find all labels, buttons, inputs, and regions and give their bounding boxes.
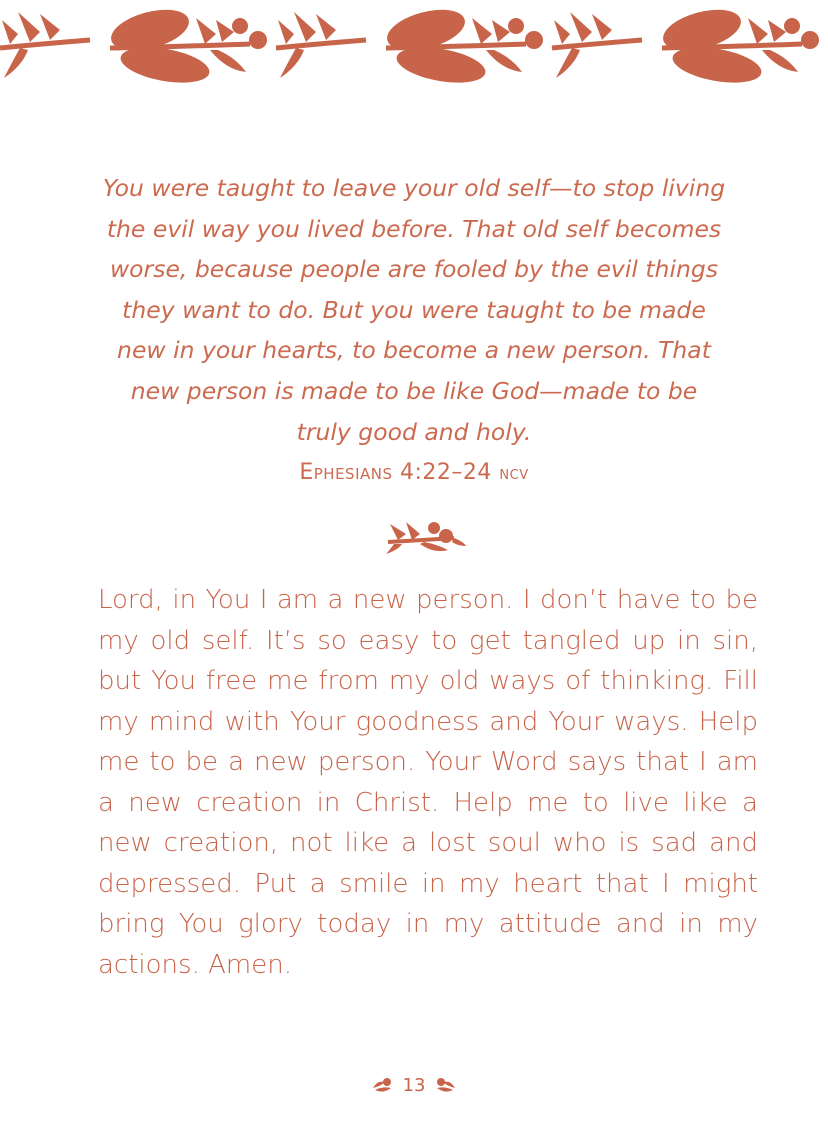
page-number: 13 <box>402 1074 426 1096</box>
scripture-reference <box>100 458 728 489</box>
leaf-sprig-icon <box>384 516 468 556</box>
reference-version: ncv <box>499 463 529 484</box>
right-leaf-ornament-icon <box>435 1076 457 1094</box>
scripture-verse: You were taught to leave your old self—to stop living the evil way you lived before. That old self becomes worse, because people are fooled by the evil things they want to do. But you were taught to be made new in your hearts, to become a new person. That new person is made to be like God—made to be truly good and holy. <box>102 174 726 446</box>
prayer-text: Lord, in You I am a new person. I don’t have to be my old self. It’s so easy to get tangled up in sin, but You free me from my old ways of thinking. Fill my mind with Your goodness and Your ways. Help me to be a new person. Your Word says that I am a new creation in Christ. Help me to live like a new creation, not like a lost soul who is sad and depressed. Put a smile in my heart that I might bring You glory today in my attitude and in my actions. Amen. <box>98 585 758 980</box>
left-leaf-ornament-icon <box>371 1076 393 1094</box>
reference-book: Ephesians <box>299 460 393 485</box>
page-footer <box>0 1068 828 1102</box>
reference-chapter-verse: 4:22–24 <box>400 460 492 485</box>
leafy-vine-border-icon <box>0 0 828 95</box>
